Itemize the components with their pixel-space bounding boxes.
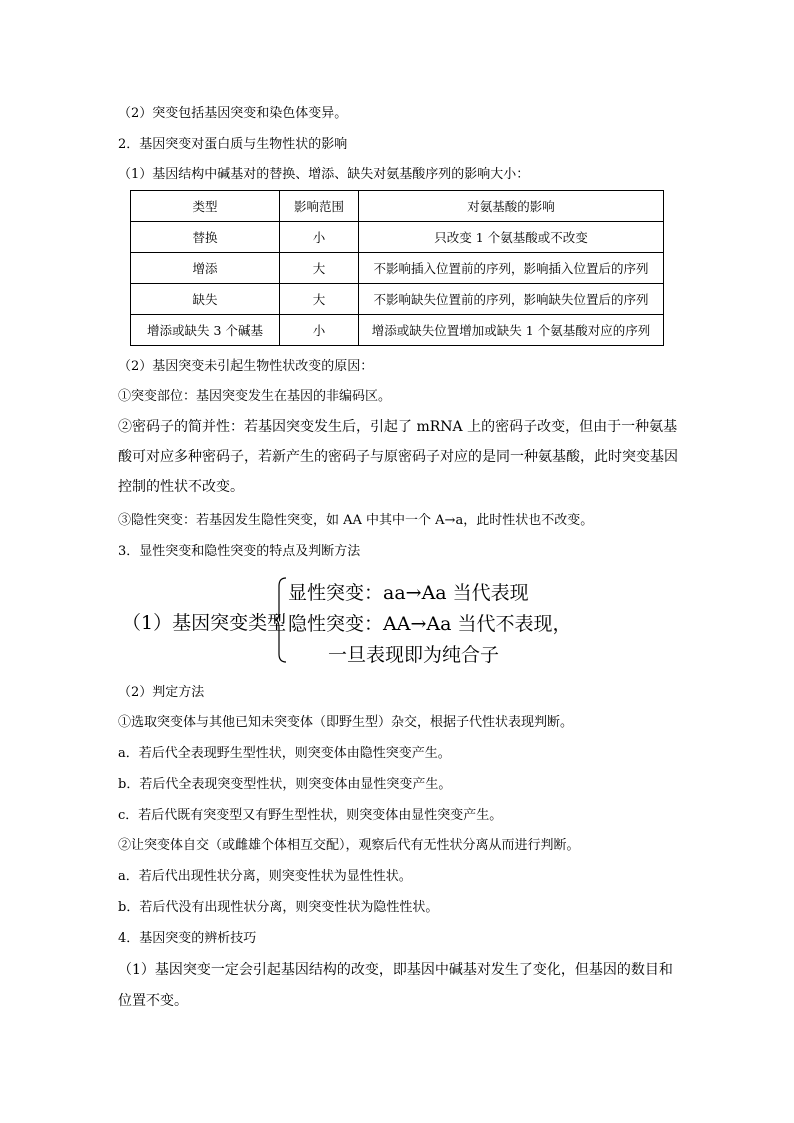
paragraph: b．若后代没有出现性状分离，则突变性状为隐性性状。 <box>118 900 439 915</box>
paragraph: a．若后代出现性状分离，则突变性状为显性性状。 <box>118 869 412 884</box>
table-row <box>131 284 664 315</box>
paragraph: a．若后代全表现野生型性状，则突变体由隐性突变产生。 <box>118 746 451 761</box>
table-cell: 增添 <box>131 253 280 284</box>
table-row <box>131 222 664 253</box>
paragraph: （1）基因结构中碱基对的替换、增添、缺失对氨基酸序列的影响大小： <box>118 167 530 182</box>
paragraph: （2）突变包括基因突变和染色体变异。 <box>118 106 348 121</box>
table-header: 对氨基酸的影响 <box>359 191 664 222</box>
table-cell: 缺失 <box>131 284 280 315</box>
table-row <box>131 315 664 346</box>
diagram-branch-recessive-cont: 一旦表现即为纯合子 <box>328 644 500 666</box>
table-cell: 不影响插入位置前的序列，影响插入位置后的序列 <box>359 253 664 284</box>
section-heading: 2．基因突变对蛋白质与生物性状的影响 <box>118 137 348 152</box>
table-cell: 大 <box>280 253 359 284</box>
effect-table <box>130 190 664 346</box>
table-cell: 小 <box>280 315 359 346</box>
paragraph: 酸可对应多种密码子，若新产生的密码子与原密码子对应的是同一种氨基酸，此时突变基因 <box>118 449 678 465</box>
table-cell: 替换 <box>131 222 280 253</box>
table-cell: 大 <box>280 284 359 315</box>
paragraph: ①突变部位：基因突变发生在基因的非编码区。 <box>118 389 392 404</box>
paragraph: （2）基因突变未引起生物性状改变的原因： <box>118 359 374 374</box>
table-cell: 小 <box>280 222 359 253</box>
paragraph: c．若后代既有突变型又有野生型性状，则突变体由显性突变产生。 <box>118 808 503 823</box>
diagram-branch-dominant: 显性突变：aa→Aa 当代表现 <box>288 582 529 604</box>
paragraph: 位置不变。 <box>118 993 188 1009</box>
diagram-branch-recessive: 隐性突变：AA→Aa 当代不表现， <box>288 613 572 635</box>
table-header-row <box>131 191 664 222</box>
table-header: 影响范围 <box>280 191 359 222</box>
table-cell: 增添或缺失位置增加或缺失 1 个氨基酸对应的序列 <box>359 315 664 346</box>
diagram-root-label: （1）基因突变类型 <box>122 612 287 634</box>
paragraph: ②让突变体自交（或雌雄个体相互交配），观察后代有无性状分离从而进行判断。 <box>118 838 580 853</box>
paragraph: ③隐性突变：若基因发生隐性突变，如 AA 中其中一个 A→a，此时性状也不改变。 <box>118 513 594 528</box>
table-row <box>131 253 664 284</box>
mutation-type-diagram <box>122 576 582 668</box>
paragraph: ②密码子的简并性：若基因突变发生后，引起了 mRNA 上的密码子改变，但由于一种氨基 <box>118 419 678 435</box>
section-heading: 3．显性突变和隐性突变的特点及判断方法 <box>118 544 361 559</box>
section-heading: 4．基因突变的辨析技巧 <box>118 931 257 946</box>
table-cell: 只改变 1 个氨基酸或不改变 <box>359 222 664 253</box>
table-cell: 增添或缺失 3 个碱基 <box>131 315 280 346</box>
table-cell: 不影响缺失位置前的序列，影响缺失位置后的序列 <box>359 284 664 315</box>
curly-brace-icon <box>274 576 288 664</box>
paragraph: （1）基因突变一定会引起基因结构的改变，即基因中碱基对发生了变化，但基因的数目和 <box>118 962 673 978</box>
paragraph: ①选取突变体与其他已知未突变体（即野生型）杂交，根据子代性状表现判断。 <box>118 715 574 730</box>
paragraph: 控制的性状不改变。 <box>118 479 244 495</box>
paragraph: （2）判定方法 <box>118 685 205 700</box>
table-header: 类型 <box>131 191 280 222</box>
paragraph: b．若后代全表现突变型性状，则突变体由显性突变产生。 <box>118 777 452 792</box>
